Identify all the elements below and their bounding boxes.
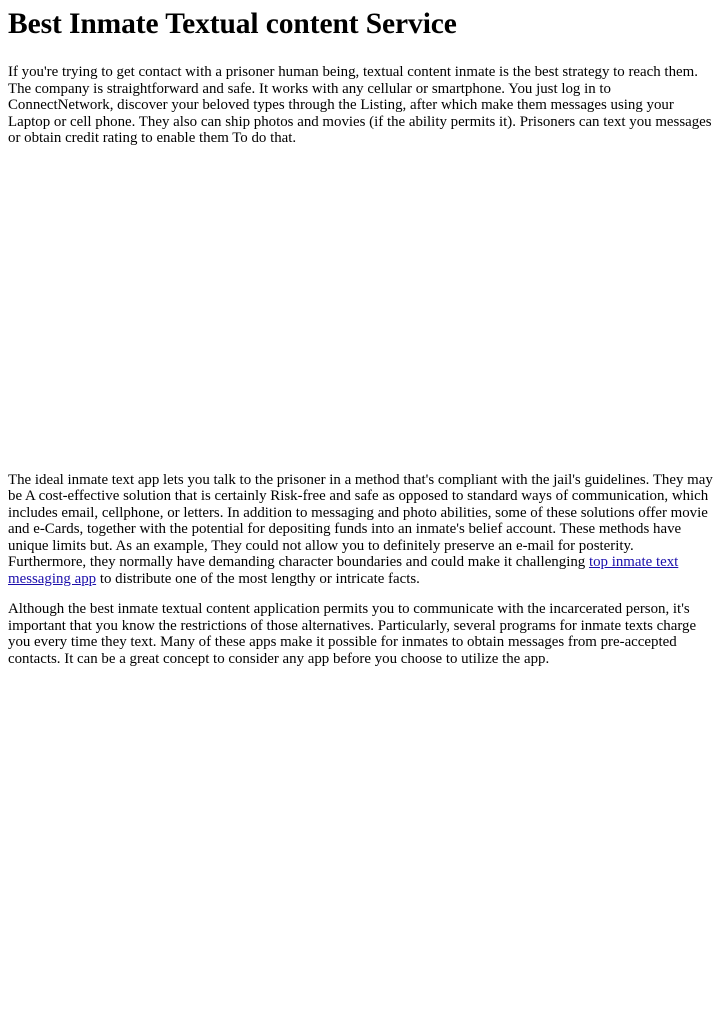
inmate-text-app-link[interactable]: top inmate text messaging app xyxy=(8,554,679,587)
body-paragraph-2 xyxy=(8,472,714,588)
intro-paragraph: If you're trying to get contact with a prisoner human being, textual content inmate is the best strategy to reach them. The company is straightforward and safe. It works with any cellular or smartphone. You just log in to ConnectNetwork, discover your beloved types through the Listing, after which make them messages using your Laptop or cell phone. They also can ship photos and movies (if the ability permits it). Prisoners can text you messages or obtain credit rating to enable them To do that. xyxy=(8,64,712,146)
paragraph-2-text-end: to distribute one of the most lengthy or intricate facts. xyxy=(96,570,420,587)
article xyxy=(8,0,714,667)
page-title: Best Inmate Textual content Service xyxy=(8,8,457,40)
body-paragraph-3: Although the best inmate textual content application permits you to communicate with the incarcerated person, it's important that you know the restrictions of those alternatives. Particularly, several programs for inmate texts charge you every time they text. Many of these apps make it possible for inmates to obtain messages from pre-accepted contacts. It can be a great concept to consider any app before you choose to utilize the app. xyxy=(8,601,697,667)
blank-space xyxy=(8,147,714,472)
paragraph-2-text-start: The ideal inmate text app lets you talk to the prisoner in a method that's compliant with the jail's guidelines. They may be A cost-effective solution that is certainly Risk-free and safe as opposed to standard ways of communication, which includes email, cellphone, or letters. In addition to messaging and photo abilities, some of these solutions offer movie and e-Cards, together with the potential for depositing funds into an inmate's belief account. These methods have unique limits but. As an example, They could not allow you to definitely preserve an e-mail for posterity. Furthermore, they normally have demanding character boundaries and could make it challenging xyxy=(8,471,713,570)
